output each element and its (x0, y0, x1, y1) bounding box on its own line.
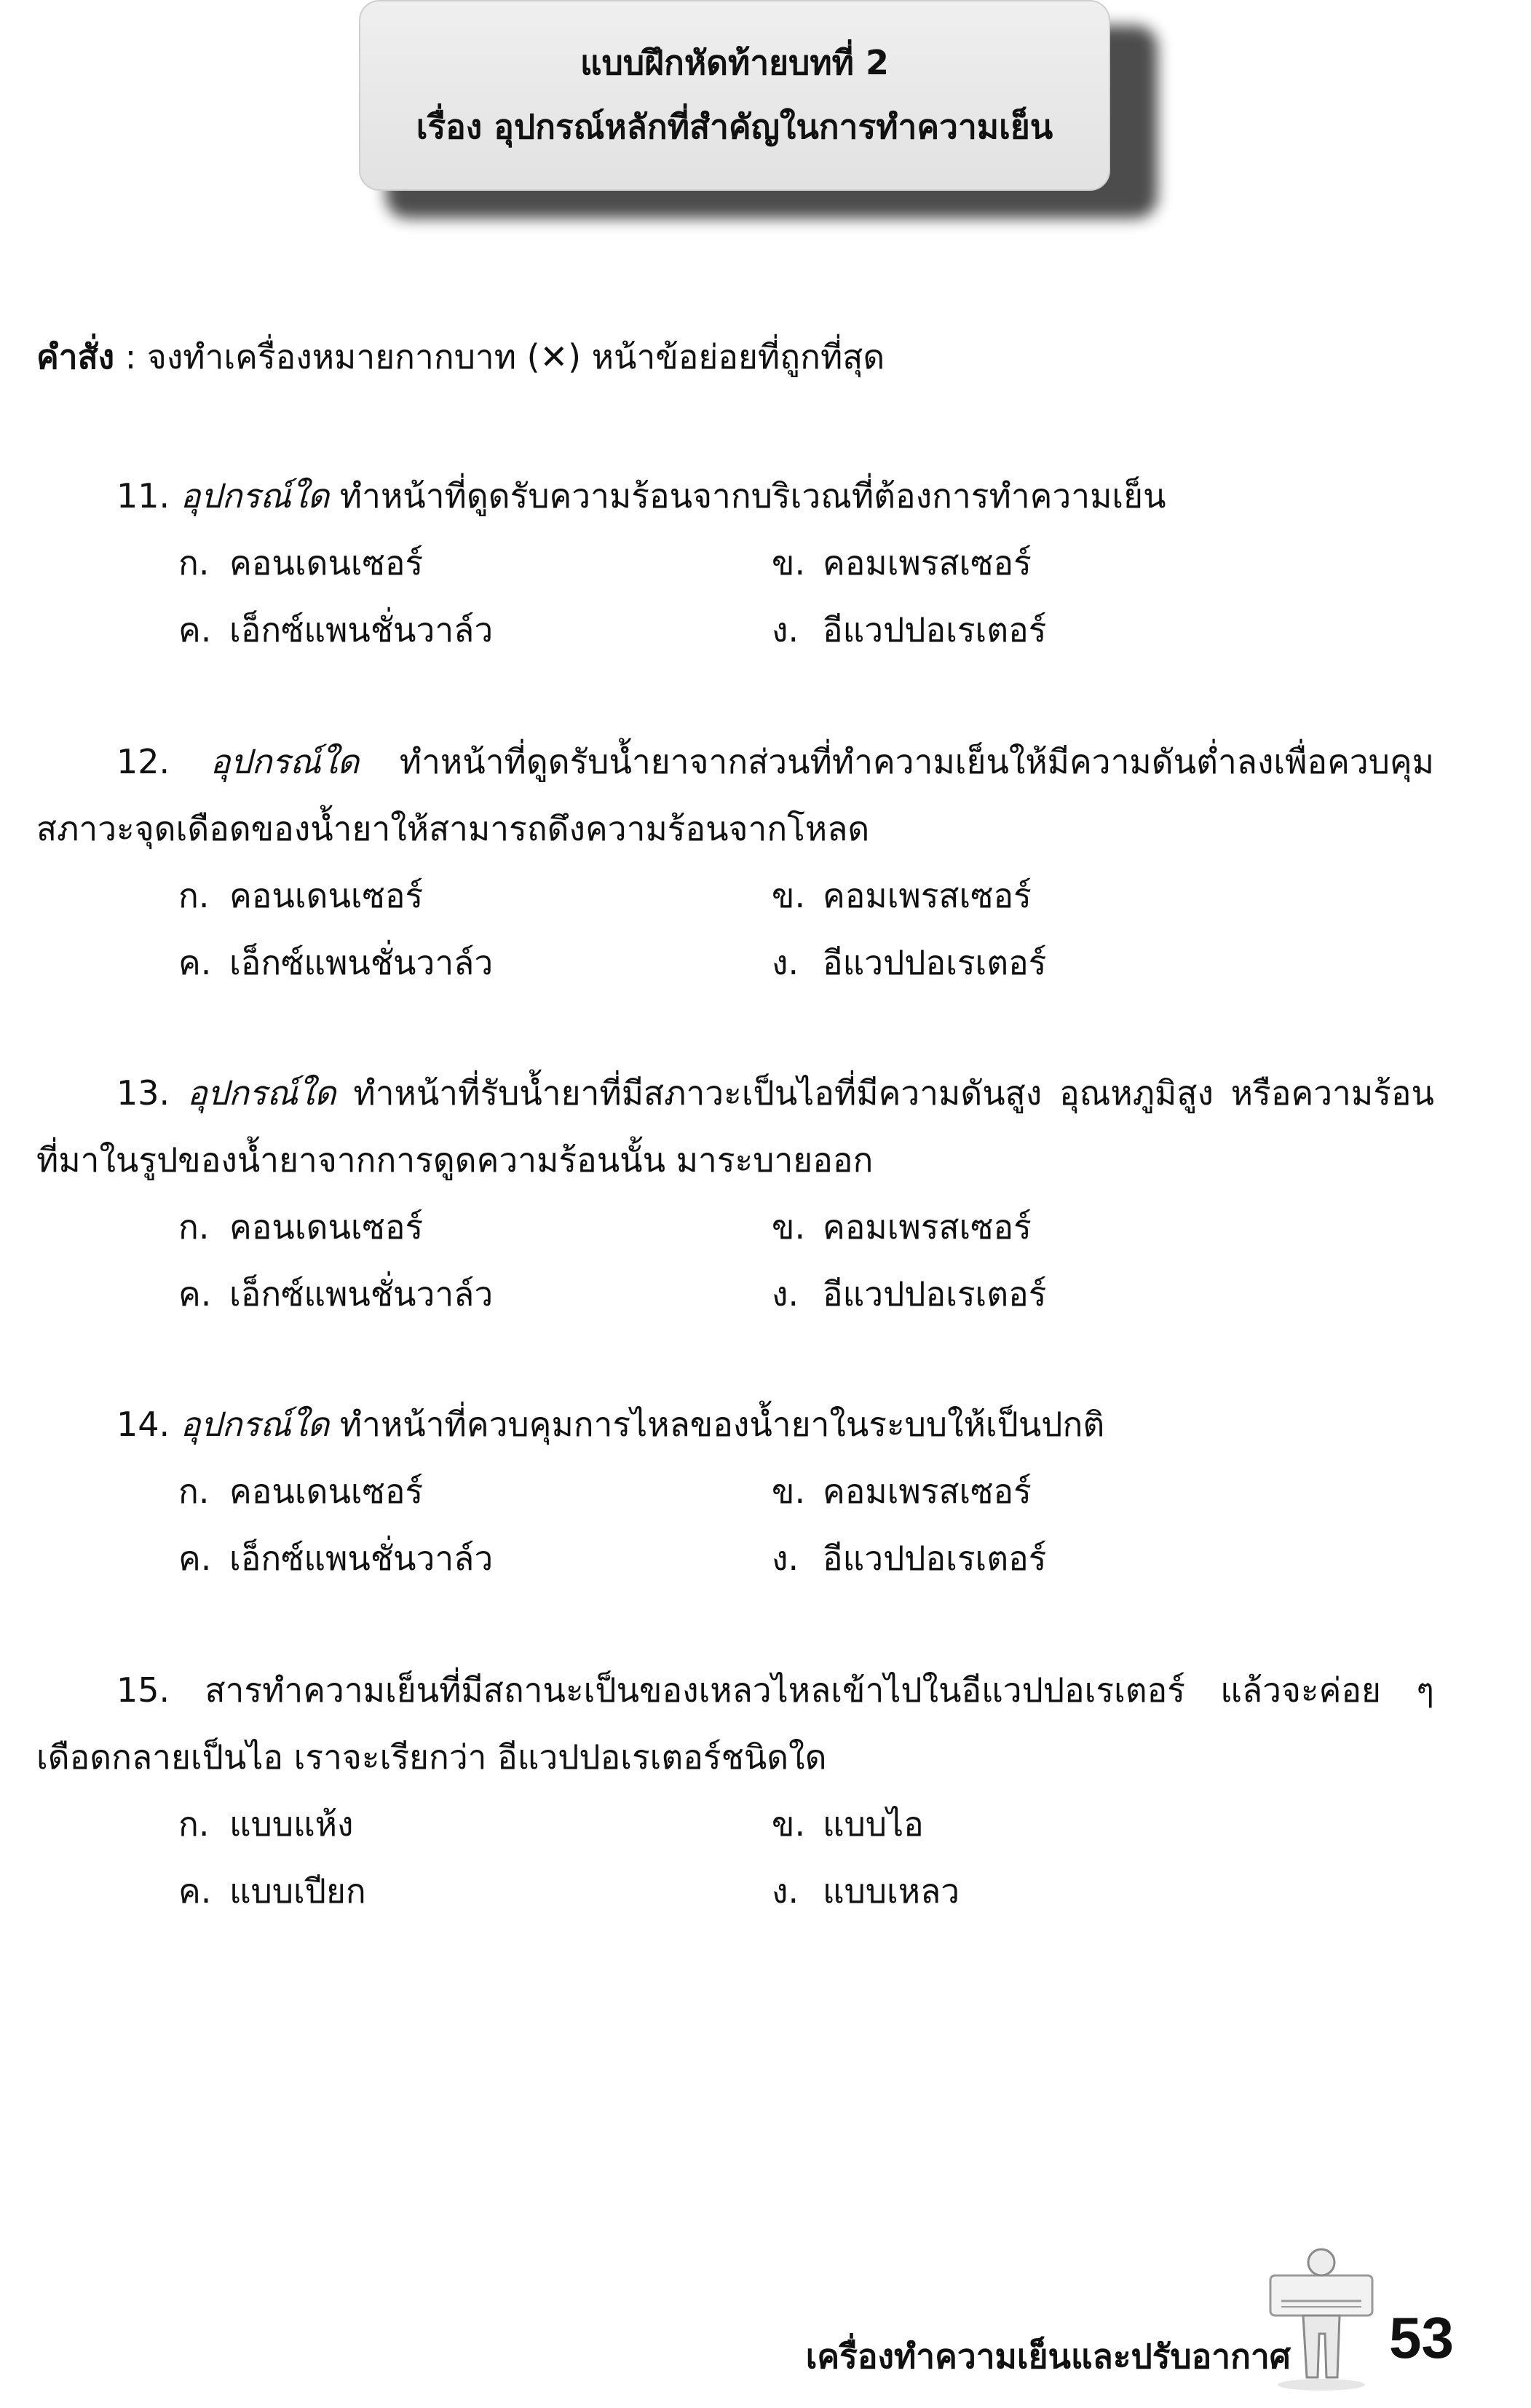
choice-letter: ง. (772, 1871, 799, 1911)
choice-letter: ข. (772, 1472, 806, 1511)
instruction-text: : จงทำเครื่องหมายกากบาท (✕) หน้าข้อย่อยที่ถูกที่สุด (114, 337, 885, 376)
choice-letter: ข. (772, 1207, 806, 1247)
choice-text: เอ็กซ์แพนชั่นวาล์ว (229, 610, 494, 650)
choice-text: แบบเหลว (823, 1871, 960, 1911)
choice-letter: ข. (772, 876, 806, 915)
question-prompt: อุปกรณ์ใด (180, 1405, 330, 1444)
instruction (36, 331, 885, 382)
choice-text: เอ็กซ์แพนชั่นวาล์ว (229, 1539, 494, 1578)
question-text: ทำหน้าที่ดูดรับความร้อนจากบริเวณที่ต้องการทำความเย็น (329, 476, 1166, 516)
choice-b[interactable] (772, 529, 1032, 596)
choice-text: เอ็กซ์แพนชั่นวาล์ว (229, 943, 494, 982)
question-text: ทำหน้าที่ดูดรับน้ำยาจากส่วนที่ทำความเย็นให้มีความดันต่ำลงเพื่อควบคุมสภาวะจุดเดือดของน้ำยาให้สามารถดึงความร้อนจากโหลด (36, 742, 1434, 848)
question-15 (36, 1657, 1434, 1925)
choice-text: คอนเดนเซอร์ (229, 1472, 424, 1511)
question-stem (36, 1059, 1434, 1193)
choice-list (36, 1458, 1434, 1592)
choice-letter: ค. (178, 943, 212, 982)
choice-letter: ก. (178, 1472, 210, 1511)
question-stem (36, 462, 1434, 529)
choice-d[interactable] (772, 1858, 960, 1925)
exercise-title-box (359, 0, 1110, 191)
question-text: สารทำความเย็นที่มีสถานะเป็นของเหลวไหลเข้าไปในอีแวปปอเรเตอร์ แล้วจะค่อย ๆ เดือดกลายเป็นไอ เราจะเรียกว่า อีแวปปอเรเตอร์ชนิดใด (36, 1670, 1434, 1777)
question-12 (36, 728, 1434, 996)
choice-b[interactable] (772, 1193, 1032, 1260)
choice-text: อีแวปปอเรเตอร์ (823, 1539, 1047, 1578)
choice-letter: ง. (772, 943, 799, 982)
choice-a[interactable] (178, 1193, 423, 1260)
choice-a[interactable] (178, 1458, 423, 1525)
choice-d[interactable] (772, 1260, 1047, 1327)
choice-b[interactable] (772, 1458, 1032, 1525)
question-number: 11. (116, 476, 170, 516)
choice-letter: ค. (178, 1274, 212, 1314)
choice-letter: ค. (178, 1871, 212, 1911)
person-carrying-air-conditioner-icon (1267, 2246, 1376, 2392)
choice-text: คอนเดนเซอร์ (229, 1207, 424, 1247)
question-stem (36, 1391, 1434, 1458)
question-number: 12. (116, 742, 170, 781)
choice-a[interactable] (178, 862, 423, 929)
choice-b[interactable] (772, 862, 1032, 929)
choice-text: เอ็กซ์แพนชั่นวาล์ว (229, 1274, 494, 1314)
question-13 (36, 1059, 1434, 1327)
question-number: 15. (116, 1670, 170, 1710)
exercise-title: แบบฝึกหัดท้ายบทที่ 2 (579, 43, 890, 82)
question-11 (36, 462, 1434, 663)
choice-text: คอนเดนเซอร์ (229, 543, 424, 583)
choice-c[interactable] (178, 596, 493, 663)
choice-a[interactable] (178, 1791, 353, 1858)
choice-a[interactable] (178, 529, 423, 596)
choice-letter: ค. (178, 610, 212, 650)
instruction-label: คำสั่ง (36, 337, 115, 376)
question-prompt: อุปกรณ์ใด (210, 742, 360, 781)
question-prompt: อุปกรณ์ใด (187, 1073, 336, 1113)
choice-letter: ก. (178, 543, 210, 583)
choice-text: คอมเพรสเซอร์ (823, 876, 1032, 915)
choice-letter: ค. (178, 1539, 212, 1578)
choice-letter: ก. (178, 1207, 210, 1247)
choice-text: อีแวปปอเรเตอร์ (823, 943, 1047, 982)
question-14 (36, 1391, 1434, 1592)
choice-letter: ก. (178, 876, 210, 915)
choice-list (36, 1193, 1434, 1327)
choice-text: คอมเพรสเซอร์ (823, 1207, 1032, 1247)
exercise-subject: เรื่อง อุปกรณ์หลักที่สำคัญในการทำความเย็น (416, 107, 1053, 146)
choice-c[interactable] (178, 1260, 493, 1327)
question-stem (36, 728, 1434, 862)
choice-text: คอมเพรสเซอร์ (823, 543, 1032, 583)
question-stem (36, 1657, 1434, 1791)
question-number: 14. (116, 1405, 170, 1444)
footer-book-title: เครื่องทำความเย็นและปรับอากาศ (805, 2337, 1291, 2376)
question-text: ทำหน้าที่ควบคุมการไหลของน้ำยาในระบบให้เป็นปกติ (329, 1405, 1105, 1444)
choice-list (36, 529, 1434, 663)
choice-list (36, 862, 1434, 996)
page-number: 53 (1389, 2305, 1454, 2370)
choice-d[interactable] (772, 596, 1047, 663)
choice-d[interactable] (772, 1525, 1047, 1592)
question-number: 13. (116, 1073, 170, 1113)
choice-letter: ง. (772, 610, 799, 650)
question-prompt: อุปกรณ์ใด (180, 476, 330, 516)
choice-letter: ข. (772, 1804, 806, 1844)
choice-text: อีแวปปอเรเตอร์ (823, 610, 1047, 650)
choice-text: คอนเดนเซอร์ (229, 876, 424, 915)
question-text: ทำหน้าที่รับน้ำยาที่มีสภาวะเป็นไอที่มีความดันสูง อุณหภูมิสูง หรือความร้อนที่มาในรูปของน้ำยาจากการดูดความร้อนนั้น มาระบายออก (36, 1073, 1434, 1180)
choice-d[interactable] (772, 929, 1047, 996)
choice-text: แบบไอ (823, 1804, 924, 1844)
choice-text: แบบเปียก (229, 1871, 366, 1911)
choice-letter: ข. (772, 543, 806, 583)
choice-letter: ง. (772, 1274, 799, 1314)
choice-text: คอมเพรสเซอร์ (823, 1472, 1032, 1511)
choice-b[interactable] (772, 1791, 924, 1858)
choice-text: แบบแห้ง (229, 1804, 354, 1844)
choice-c[interactable] (178, 1525, 493, 1592)
choice-c[interactable] (178, 1858, 366, 1925)
choice-letter: ก. (178, 1804, 210, 1844)
choice-c[interactable] (178, 929, 493, 996)
choice-list (36, 1791, 1434, 1925)
choice-letter: ง. (772, 1539, 799, 1578)
choice-text: อีแวปปอเรเตอร์ (823, 1274, 1047, 1314)
